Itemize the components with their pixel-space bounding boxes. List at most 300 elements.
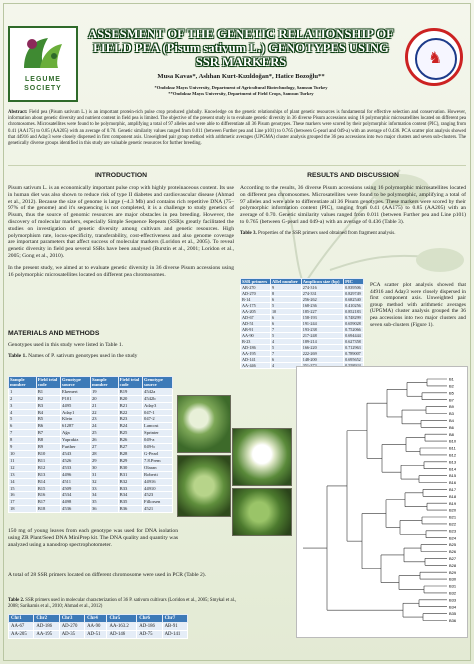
table3-cell: AB-91 <box>241 327 271 333</box>
table1-cell: B11 <box>36 457 60 464</box>
table1-cell: 4542a <box>143 388 173 395</box>
abstract <box>8 110 466 147</box>
table1-cell: 22 <box>90 409 118 416</box>
table1-cell: B36 <box>118 506 142 513</box>
table1-cell: 4534 <box>61 492 91 499</box>
table2-cell: AD-270 <box>59 623 84 631</box>
table1-cell: 20 <box>90 395 118 402</box>
dendrogram-leaf-label: B28 <box>449 562 457 568</box>
table3-cell: AA-90 <box>241 333 271 339</box>
table1-cell: 4495 <box>61 402 91 409</box>
dendrogram-leaf-label: B17 <box>449 487 457 492</box>
dendrogram-leaf-label: B19 <box>449 500 457 506</box>
pca-text-block <box>370 282 466 328</box>
table1-caption-text: Names of P. sativum genotypes used in the study <box>28 352 138 359</box>
poster-title: ASSESMENT OF THE GENETIC RELATIONSHIP OF FIELD PEA (Pisum sativum L.) GENOTYPES USING SSR MARKERS <box>88 27 394 69</box>
table3-header: PIC <box>344 279 364 285</box>
results-section <box>240 172 466 237</box>
table1-row <box>9 395 173 402</box>
table3-cell: AD-186 <box>241 345 271 351</box>
table3-cell: 4 <box>270 339 301 345</box>
table1-cell: B13 <box>36 471 60 478</box>
table1-cell: 28 <box>90 450 118 457</box>
dendrogram-leaf-label: B16 <box>449 480 457 486</box>
table1-cell: 34 <box>90 492 118 499</box>
table1-caption <box>8 353 234 360</box>
dendrogram-leaf-label: B2 <box>449 383 454 389</box>
table1-cell: B6 <box>36 423 60 430</box>
table1-row <box>9 416 173 423</box>
table1-header: Field trial code <box>36 377 60 389</box>
table1-cell: 15 <box>9 485 37 492</box>
table3-cell: B-14 <box>241 297 271 303</box>
logo-text-legume: LEGUME <box>25 76 61 83</box>
table1-cell: 19 <box>90 388 118 395</box>
authors: Musa Kavas*, Aslıhan Kurt-Kızıldoğan*, Hatice Bozoğlu** <box>157 73 325 80</box>
table3-cell: AA-175 <box>241 303 271 309</box>
dendrogram-leaf-label: B9 <box>449 404 454 410</box>
table1-cell: B23 <box>118 416 142 423</box>
table1-cell: B29 <box>118 457 142 464</box>
table3-cell: 5 <box>270 345 301 351</box>
table1-header: Field trial code <box>118 377 142 389</box>
table1-row <box>9 464 173 471</box>
table1-cell: Olaran <box>143 464 173 471</box>
table2-cell: AA-67 <box>9 623 34 631</box>
table1-cell: 30 <box>90 464 118 471</box>
introduction-paragraph-2: In the present study, we aimed at to evaluate genetic diversity in 36 diverse Pisum accessions using 16 polymorphic microsatellites located on different pea chromosomes. <box>8 264 234 278</box>
dendrogram-leaf-label: B25 <box>449 542 457 548</box>
table3-cell: 0.748299 <box>344 315 364 321</box>
table1-cell: B21 <box>118 402 142 409</box>
table3-cell: 0.694444 <box>344 333 364 339</box>
table3-cell: 4 <box>270 363 301 369</box>
table2-cell: AD-75 <box>137 631 162 639</box>
methods-section <box>8 330 234 360</box>
table1-cell: B3 <box>36 402 60 409</box>
table1-cell: B5 <box>36 416 60 423</box>
table3-cell: 191-244 <box>301 321 343 327</box>
table3-cell: 168-236 <box>301 303 343 309</box>
abstract-label: Abstract: <box>8 110 28 115</box>
table1-cell: Lancost <box>143 423 173 430</box>
table1-cell: 8 <box>9 437 37 444</box>
abstract-text: Field pea (Pisum sativum L.) is an important protein-rich pulse crop produced globally. Knowledge on the genetic relationships of plant genetic resources is fundamental for effective selection and conservation. However, information about genetic diversity and nutrient content in field pea is limited. The objective of the present study is to evaluate genetic diversity in 36 diverse Pisum accessions using 16 polymorphic microsatellites located on different pea chromosomes. Microsatellites were found to be polymorphic, amplifying a total of 97 alleles and were able to differentiate all 36 Pisum genotypes. These markers were scored by their polymorphic information content (PIC), ranging from 0.41 (AA175) to 0.85 (AA205) with an average of 0.70. Genetic similarity values ranged from 0.011 (between Further pea and Line p101) to 0.765 (between G-pearl and 049-a) with an average of 0.436. PCA scatter plot analysis showed that 44916 and Aday3 were closely dispersed in first component axis. Unweighted pair group method with arithmetic averages (UPGMA) cluster analysis grouped the 36 pea accessions into two major clusters and seven sub-clusters. The genetically diverse groups identified in this study are valuable genetic resources for further breeding. <box>8 110 466 147</box>
table1-cell: 4498 <box>61 499 91 506</box>
table1-cell: B24 <box>118 423 142 430</box>
table1-cell: 16 <box>9 492 37 499</box>
table2-header: Chr4 <box>85 615 107 623</box>
table1-cell: 047-2 <box>143 416 173 423</box>
table3-cell: 7 <box>270 327 301 333</box>
table1-cell: 24 <box>90 423 118 430</box>
table1-row <box>9 430 173 437</box>
table1-cell: 44910 <box>143 485 173 492</box>
table2-cell: AD-186 <box>137 623 162 631</box>
dendrogram-leaf-label: B1 <box>449 376 454 382</box>
table2-cell: AB-91 <box>162 623 187 631</box>
table1-cell: 11 <box>9 457 37 464</box>
table3-cell: 0.627358 <box>344 339 364 345</box>
table1-cell: 13 <box>9 471 37 478</box>
table1-cell: 4533 <box>61 464 91 471</box>
table3-cell: 6 <box>270 297 301 303</box>
table3-cell: 274-316 <box>301 285 343 291</box>
table1-cell: 047-1 <box>143 409 173 416</box>
table1-cell: 61287 <box>61 423 91 430</box>
table3-cell: 166-220 <box>301 345 343 351</box>
table1-row <box>9 506 173 513</box>
table1-cell: 049-b <box>143 444 173 451</box>
dendrogram-leaf-label: B35 <box>449 611 457 617</box>
table3-cell: 217-248 <box>301 333 343 339</box>
table2-header: Chr7 <box>162 615 187 623</box>
table1-cell: 18 <box>9 506 37 513</box>
table3-cell: 5 <box>270 303 301 309</box>
table1-cell: 29 <box>90 457 118 464</box>
dendrogram-leaf-label: B27 <box>449 556 457 561</box>
table3-cell: 158-193 <box>301 315 343 321</box>
results-paragraph-2: PCA scatter plot analysis showed that 44916 and Aday3 were closely dispersed in first component axis. Unweighted pair group method with arithmetic averages (UPGMA) cluster analysis grouped the 36 pea accessions into two major clusters and seven sub-clusters (Figure 1). <box>370 282 466 328</box>
table1-cell: 10 <box>9 450 37 457</box>
methods-heading: MATERIALS AND METHODS <box>8 330 100 337</box>
table1-cell: 36 <box>90 506 118 513</box>
dendrogram-leaf-label: B20 <box>449 507 457 513</box>
table2-header-row <box>9 615 188 623</box>
table3-cell: 0.839506 <box>344 285 364 291</box>
table1-row <box>9 485 173 492</box>
table1-cell: P101 <box>61 395 91 402</box>
table1-cell: Klein <box>61 416 91 423</box>
dendrogram-leaf-label: B15 <box>449 473 457 479</box>
results-heading: RESULTS AND DISCUSSION <box>307 172 399 179</box>
table1-cell: 25 <box>90 430 118 437</box>
results-paragraph-1: According to the results, 36 diverse Pisum accessions using 16 polymorphic microsatellites located on different pea chromosomes. Microsatellites were found to be polymorphic, amplifying a total of 97 alleles and were able to differentiate all 36 Pisum genotypes. These markers were scored by their polymorphic information content (PIC), ranging from 0.41 (AA175) to 0.85 (AA205) with an average of 0.70. Genetic similarity values ranged from 0.011 (between Further pea and Line p101) to 0.765 (between G-pearl and 049-a) with an average of 0.436 (Table 3). <box>240 185 466 225</box>
table1-cell: 049-a <box>143 437 173 444</box>
table1-cell: Aday3 <box>143 402 173 409</box>
table1-cell: Ağa <box>61 430 91 437</box>
dendrogram-leaf-label: B34 <box>449 604 457 610</box>
seal-inner-ring <box>415 38 457 80</box>
table1-cell: Yaprakiz <box>61 437 91 444</box>
table1-row <box>9 402 173 409</box>
dendrogram-leaf-label: B23 <box>449 528 457 534</box>
dendrogram-leaf-label: B31 <box>449 583 457 589</box>
table1-cell: 23 <box>90 416 118 423</box>
table3-header-row <box>241 279 364 285</box>
table1-cell: Aday1 <box>61 409 91 416</box>
table2-cell: AD-141 <box>162 631 187 639</box>
table1-cell: G-Pearl <box>143 450 173 457</box>
table1-cell: 7.8.Prem <box>143 457 173 464</box>
table1-cell: 17 <box>9 499 37 506</box>
table1-header: Sample number <box>90 377 118 389</box>
table3-cell: 148-200 <box>301 357 343 363</box>
table1-row <box>9 444 173 451</box>
table1-cell: B2 <box>36 395 60 402</box>
table3-cell: 5 <box>270 333 301 339</box>
table3-caption <box>240 231 466 237</box>
table2-header: Chr5 <box>107 615 137 623</box>
table1-cell: 3 <box>9 402 37 409</box>
table1-cell: 35 <box>90 499 118 506</box>
affiliation-2: **Ondokuz Mayıs University, Department of Field Crops, Samsun Turkey <box>168 91 314 96</box>
table1-cell: 31 <box>90 471 118 478</box>
table1-cell: B4 <box>36 409 60 416</box>
table1-cell: 4543 <box>61 450 91 457</box>
table1-cell: 7 <box>9 430 37 437</box>
pea-plant-photo-1 <box>177 395 231 453</box>
table3-cell: 274-331 <box>301 291 343 297</box>
table1-header-row <box>9 377 173 389</box>
table1-cell: Ekemert <box>61 388 91 395</box>
methods-paragraph-2: 150 mg of young leaves from each genotype was used for DNA isolation using ZR Plant/Seed DNA MiniPrep kit. The DNA quality and quantity was analyzed using a nanodrop spectrophotometer. <box>8 528 178 548</box>
table1-cell: B25 <box>118 430 142 437</box>
table3-primer-properties <box>240 278 364 369</box>
methods-paragraph-3: A total of 28 SSR primers located on different chromosome were used in PCR (Table 2). <box>8 572 207 578</box>
table2-caption-text: SSR primers used in molecular characterization of 36 P. sativum cultivars (Loridon et al., 2005; Smykal et al., 2008; Sarikamis et al., 2010; Ahmad et al., 2012) <box>8 598 237 609</box>
table1-cell: 4526 <box>61 457 91 464</box>
affiliations <box>82 85 400 97</box>
table1-cell: 12 <box>9 464 37 471</box>
table1-cell: B9 <box>36 444 60 451</box>
dendrogram-leaf-label: B3 <box>449 411 454 417</box>
dendrogram-leaf-label: B30 <box>449 576 457 582</box>
table3-cell: 0.752066 <box>344 327 364 333</box>
table2-ssr-primers <box>8 614 188 639</box>
table1-cell: 9 <box>9 444 37 451</box>
table2-header: Chr2 <box>34 615 59 623</box>
dendrogram-leaf-label: B4 <box>449 418 454 423</box>
table3-cell: AD-67 <box>241 315 271 321</box>
table1-cell: 44916 <box>143 478 173 485</box>
dna-isolation-text <box>8 528 178 548</box>
table2-row <box>9 623 188 631</box>
dendrogram-leaf-label: B26 <box>449 549 457 555</box>
introduction-section <box>8 172 234 278</box>
table1-cell: 26 <box>90 437 118 444</box>
upgma-dendrogram-figure <box>296 366 468 638</box>
table1-row <box>9 423 173 430</box>
table1-cell: B8 <box>36 437 60 444</box>
introduction-heading: INTRODUCTION <box>94 172 148 179</box>
dendrogram-leaf-label: B10 <box>449 438 457 444</box>
table1-cell: 14 <box>9 478 37 485</box>
table2-header: Chr3 <box>59 615 84 623</box>
table3-cell: 8 <box>270 291 301 297</box>
table1-cell: 27 <box>90 444 118 451</box>
dendrogram-leaf-label: B14 <box>449 466 457 472</box>
table1-cell: B19 <box>118 388 142 395</box>
table1-cell: B20 <box>118 395 142 402</box>
table3-cell: AA-446 <box>241 363 271 369</box>
table1-cell: 4536 <box>61 506 91 513</box>
table1-cell: B14 <box>36 478 60 485</box>
pea-pod-photo <box>177 455 231 517</box>
dendrogram-leaf-label: B22 <box>449 521 457 527</box>
table1-header: Sample number <box>9 377 37 389</box>
table1-cell: 4542b <box>143 395 173 402</box>
table1-cell: B22 <box>118 409 142 416</box>
table1-row <box>9 499 173 506</box>
table2-cell: AD-146 <box>107 631 137 639</box>
table1-cell: 4509 <box>61 485 91 492</box>
table1-cell: 4496 <box>61 471 91 478</box>
table1-header: Genotype source <box>61 377 91 389</box>
dendrogram-leaf-label: B7 <box>449 397 454 403</box>
table2-header: Chr6 <box>137 615 162 623</box>
affiliation-1: *Ondokuz Mayıs University, Department of Agricultural Biotechnology, Samsun Turkey <box>154 85 328 90</box>
table3-cell: AD-141 <box>241 357 271 363</box>
table1-cell: 32 <box>90 478 118 485</box>
table1-cell: 2 <box>9 395 37 402</box>
table3-cell: 6 <box>270 321 301 327</box>
table1-cell: 6 <box>9 423 37 430</box>
table2-cell: AA-195 <box>34 631 59 639</box>
table3-cell: 222-269 <box>301 351 343 357</box>
pcr-text <box>8 572 228 579</box>
table1-row <box>9 450 173 457</box>
dendrogram-leaf-label: B12 <box>449 452 457 458</box>
table2-caption-label: Table 2. <box>8 598 25 603</box>
dendrogram-leaf-label: B18 <box>449 493 457 499</box>
introduction-paragraph-1: Pisum sativum L. is an economically important pulse crop with highly proteinaceous content. Its use in human diet was also shown to reduce risk of type II diabetes and cardiovascular disease (Ahmad et al., 2012). Because the size of genome is large (~4.3 Mb) and contains rich repetitive DNA (75–97% of the genome) and it's sequencing is not completed, it is a challenge to study genetics of Pisum, thus the source of genomic resources are major obstacles in pea breeding. However, the discovery of molecular markers, especially Simple Sequence Repeats (SSR)s greatly facilitated the studies on investigation of genetic diversity among cultivars and genetic resources. High polymorphism rate, locus-specificity, transferability, cost-effectiveness and also genome coverage are important parameters that affect success of molecular markers (Loridon et al., 2005). To reveal genetic diversity in field pea several SSRs have been analysed (Burstin et al., 2001; Loridon et al., 2005; Gong et al., 2010). <box>8 185 234 259</box>
table3-cell: 0.789007 <box>344 351 364 357</box>
table2-cell: AD-51 <box>85 631 107 639</box>
dendrogram-svg <box>297 367 467 637</box>
table3-header: SSR primers <box>241 279 271 285</box>
table1-cell: B31 <box>118 471 142 478</box>
table3-cell: B-23 <box>241 339 271 345</box>
table1-cell: B10 <box>36 450 60 457</box>
table1-cell: B28 <box>118 450 142 457</box>
table3-header: Amplicon size (bp) <box>301 279 343 285</box>
table3-cell: AD-270 <box>241 291 271 297</box>
dendrogram-leaf-label: B29 <box>449 569 457 575</box>
table2-cell: AA-163.2 <box>107 623 137 631</box>
table1-row <box>9 457 173 464</box>
dendrogram-leaf-label: B11 <box>449 445 456 451</box>
table3-caption-text: Properties of the SSR primers used obtained from fragment analysis. <box>258 230 396 236</box>
table1-caption-label: Table 1. <box>8 352 27 359</box>
legume-society-logo <box>8 26 78 102</box>
dendrogram-leaf-label: B21 <box>449 514 457 520</box>
table2-cell: AA-90 <box>85 623 107 631</box>
table1-cell: B35 <box>118 499 142 506</box>
table2-header: Chr1 <box>9 615 34 623</box>
table1-cell: B7 <box>36 430 60 437</box>
table3-cell: 0.682540 <box>344 297 364 303</box>
table2-caption-block <box>8 598 248 610</box>
table3-cell: AA-205 <box>241 309 271 315</box>
table1-cell: Fillorsen <box>143 499 173 506</box>
table1-cell: Roberti <box>143 471 173 478</box>
table1-row <box>9 492 173 499</box>
table1-row <box>9 409 173 416</box>
table3-cell: 0.829749 <box>344 291 364 297</box>
table3-cell: AA-195 <box>241 351 271 357</box>
table1-cell: 5 <box>9 416 37 423</box>
pea-flower-photo <box>232 428 292 486</box>
dendrogram-leaf-label: B36 <box>449 618 457 624</box>
table3-cell: 189-214 <box>301 339 343 345</box>
pea-plant-photo-2 <box>232 488 292 536</box>
table2-cell: AD-35 <box>59 631 84 639</box>
table3-cell: 0.410256 <box>344 303 364 309</box>
dendrogram-leaf-label: B5 <box>449 390 454 396</box>
table1-cell: B34 <box>118 492 142 499</box>
leaf-logo-icon <box>18 34 66 72</box>
table1-cell: B18 <box>36 506 60 513</box>
table1-row <box>9 388 173 395</box>
table1-cell: 21 <box>90 402 118 409</box>
table3-cell: 9 <box>270 285 301 291</box>
table1-cell: 4511 <box>61 478 91 485</box>
divider <box>8 165 466 166</box>
table2-row <box>9 631 188 639</box>
table3-cell: 7 <box>270 351 301 357</box>
table1-cell: B30 <box>118 464 142 471</box>
table3-cell: 10 <box>270 309 301 315</box>
table1-cell: B1 <box>36 388 60 395</box>
table1-cell: 1 <box>9 388 37 395</box>
table1-cell: Sprinter <box>143 430 173 437</box>
table3-cell: 6 <box>270 357 301 363</box>
table3-cell: 193-238 <box>301 327 343 333</box>
dendrogram-leaf-label: B32 <box>449 590 457 596</box>
table1-header: Genotype source <box>143 377 173 389</box>
dendrogram-leaf-label: B6 <box>449 424 454 430</box>
table1-cell: B15 <box>36 485 60 492</box>
table1-cell: B16 <box>36 492 60 499</box>
table3-cell: 185-227 <box>301 309 343 315</box>
table3-header: Allel number <box>270 279 301 285</box>
table1-cell: 4521 <box>143 506 173 513</box>
table1-cell: 4 <box>9 409 37 416</box>
dendrogram-leaf-label: B13 <box>449 459 457 465</box>
table3-cell: AD-51 <box>241 321 271 327</box>
table1-cell: 4523 <box>143 492 173 499</box>
table3-cell: 0.852183 <box>344 309 364 315</box>
table1-cell: B17 <box>36 499 60 506</box>
table2-caption <box>8 598 248 610</box>
table1-cell: B33 <box>118 485 142 492</box>
table1-cell: 33 <box>90 485 118 492</box>
table1-cell: B12 <box>36 464 60 471</box>
university-seal-logo <box>405 28 463 86</box>
table1-row <box>9 437 173 444</box>
table1-cell: Further <box>61 444 91 451</box>
table1-row <box>9 471 173 478</box>
logo-text-society: SOCIETY <box>24 85 62 92</box>
methods-paragraph-1: Genotypes used in this study were listed in Table 1. <box>8 342 124 348</box>
table3-cell: AB-270 <box>241 285 271 291</box>
table1-genotypes <box>8 376 173 513</box>
table3-cell: 0.659028 <box>344 321 364 327</box>
dendrogram-leaf-label: B8 <box>449 431 454 437</box>
table2-cell: AD-186 <box>34 623 59 631</box>
table3-cell: 256-262 <box>301 297 343 303</box>
table3-caption-label: Table 3. <box>240 230 257 236</box>
table1-cell: B26 <box>118 437 142 444</box>
dendrogram-leaf-label: B24 <box>449 535 457 541</box>
seal-emblem-icon: ♞ <box>428 48 443 67</box>
table3-cell: 0.712963 <box>344 345 364 351</box>
table3-cell: 0.695652 <box>344 357 364 363</box>
table3-cell: 6 <box>270 315 301 321</box>
table1-row <box>9 478 173 485</box>
dendrogram-leaf-label: B33 <box>449 597 457 603</box>
